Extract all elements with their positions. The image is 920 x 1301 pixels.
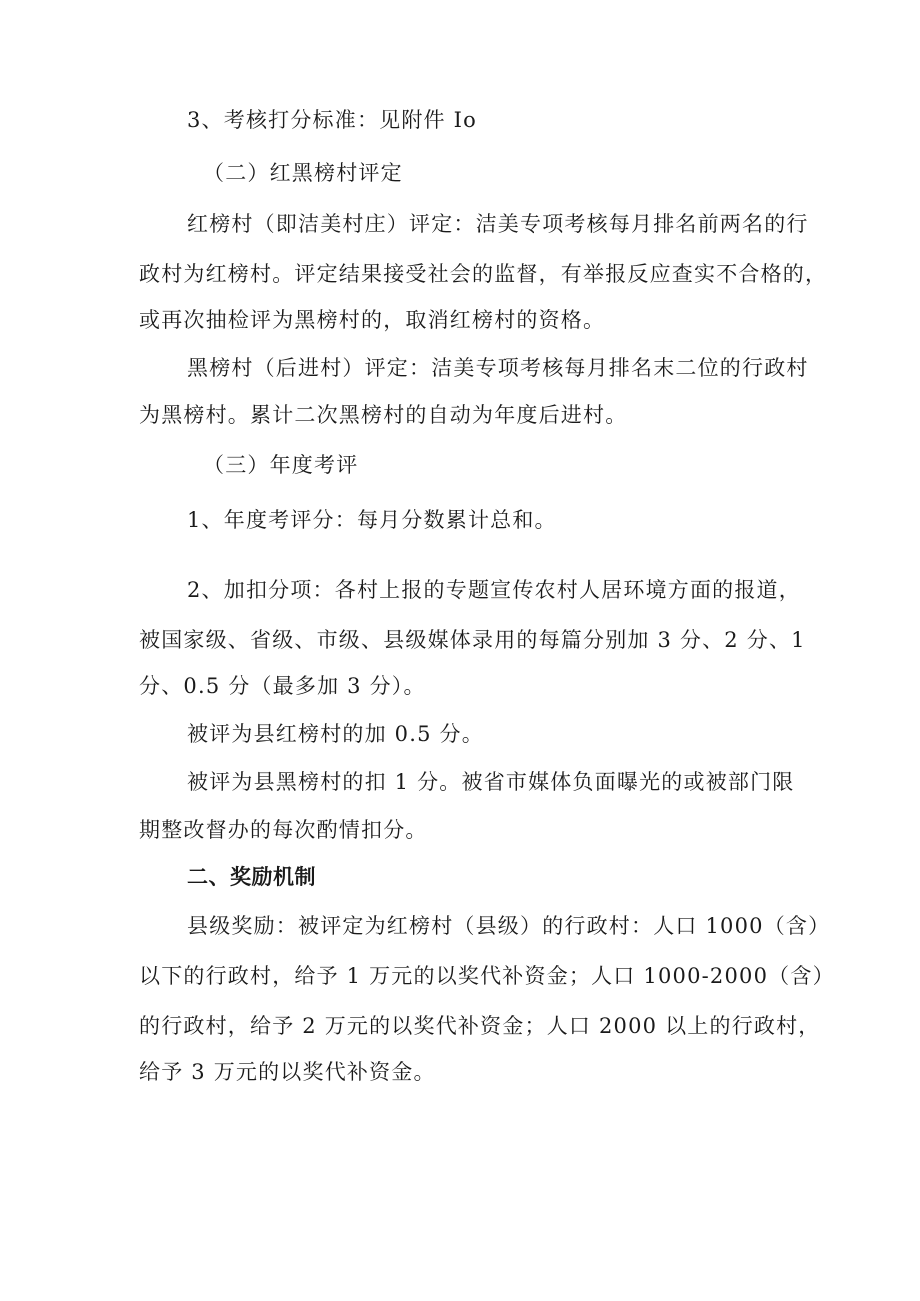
paragraph-line: 为黑榜村。累计二次黑榜村的自动为年度后进村。	[139, 403, 628, 427]
paragraph-line: 黑榜村（后进村）评定：洁美专项考核每月排名末二位的行政村	[187, 356, 809, 380]
paragraph-line: 1、年度考评分：每月分数累计总和。	[187, 508, 557, 532]
paragraph-line: 期整改督办的每次酌情扣分。	[139, 818, 428, 842]
paragraph-line: 被评为县红榜村的加 0.5 分。	[187, 722, 484, 746]
section-subheading: （二）红黑榜村评定	[203, 161, 403, 185]
paragraph-line: 分、0.5 分（最多加 3 分）。	[139, 674, 426, 698]
section-subheading: （三）年度考评	[203, 453, 359, 477]
paragraph-line: 或再次抽检评为黑榜村的，取消红榜村的资格。	[139, 308, 606, 332]
paragraph-line: 县级奖励：被评定为红榜村（县级）的行政村：人口 1000（含）	[187, 914, 831, 938]
paragraph-line: 被国家级、省级、市级、县级媒体录用的每篇分别加 3 分、2 分、1	[139, 628, 806, 652]
paragraph-line: 3、考核打分标准：见附件 Io	[187, 108, 477, 132]
paragraph-line: 红榜村（即洁美村庄）评定：洁美专项考核每月排名前两名的行	[187, 212, 809, 236]
paragraph-line: 被评为县黑榜村的扣 1 分。被省市媒体负面曝光的或被部门限	[187, 770, 795, 794]
paragraph-line: 2、加扣分项：各村上报的专题宣传农村人居环境方面的报道，	[187, 578, 801, 602]
paragraph-line: 的行政村，给予 2 万元的以奖代补资金；人口 2000 以上的行政村，	[139, 1014, 821, 1038]
paragraph-line: 给予 3 万元的以奖代补资金。	[139, 1060, 436, 1084]
section-heading: 二、奖励机制	[187, 865, 316, 889]
paragraph-line: 以下的行政村，给予 1 万元的以奖代补资金；人口 1000-2000（含）	[139, 964, 835, 988]
paragraph-line: 政村为红榜村。评定结果接受社会的监督，有举报反应查实不合格的，	[139, 262, 828, 286]
